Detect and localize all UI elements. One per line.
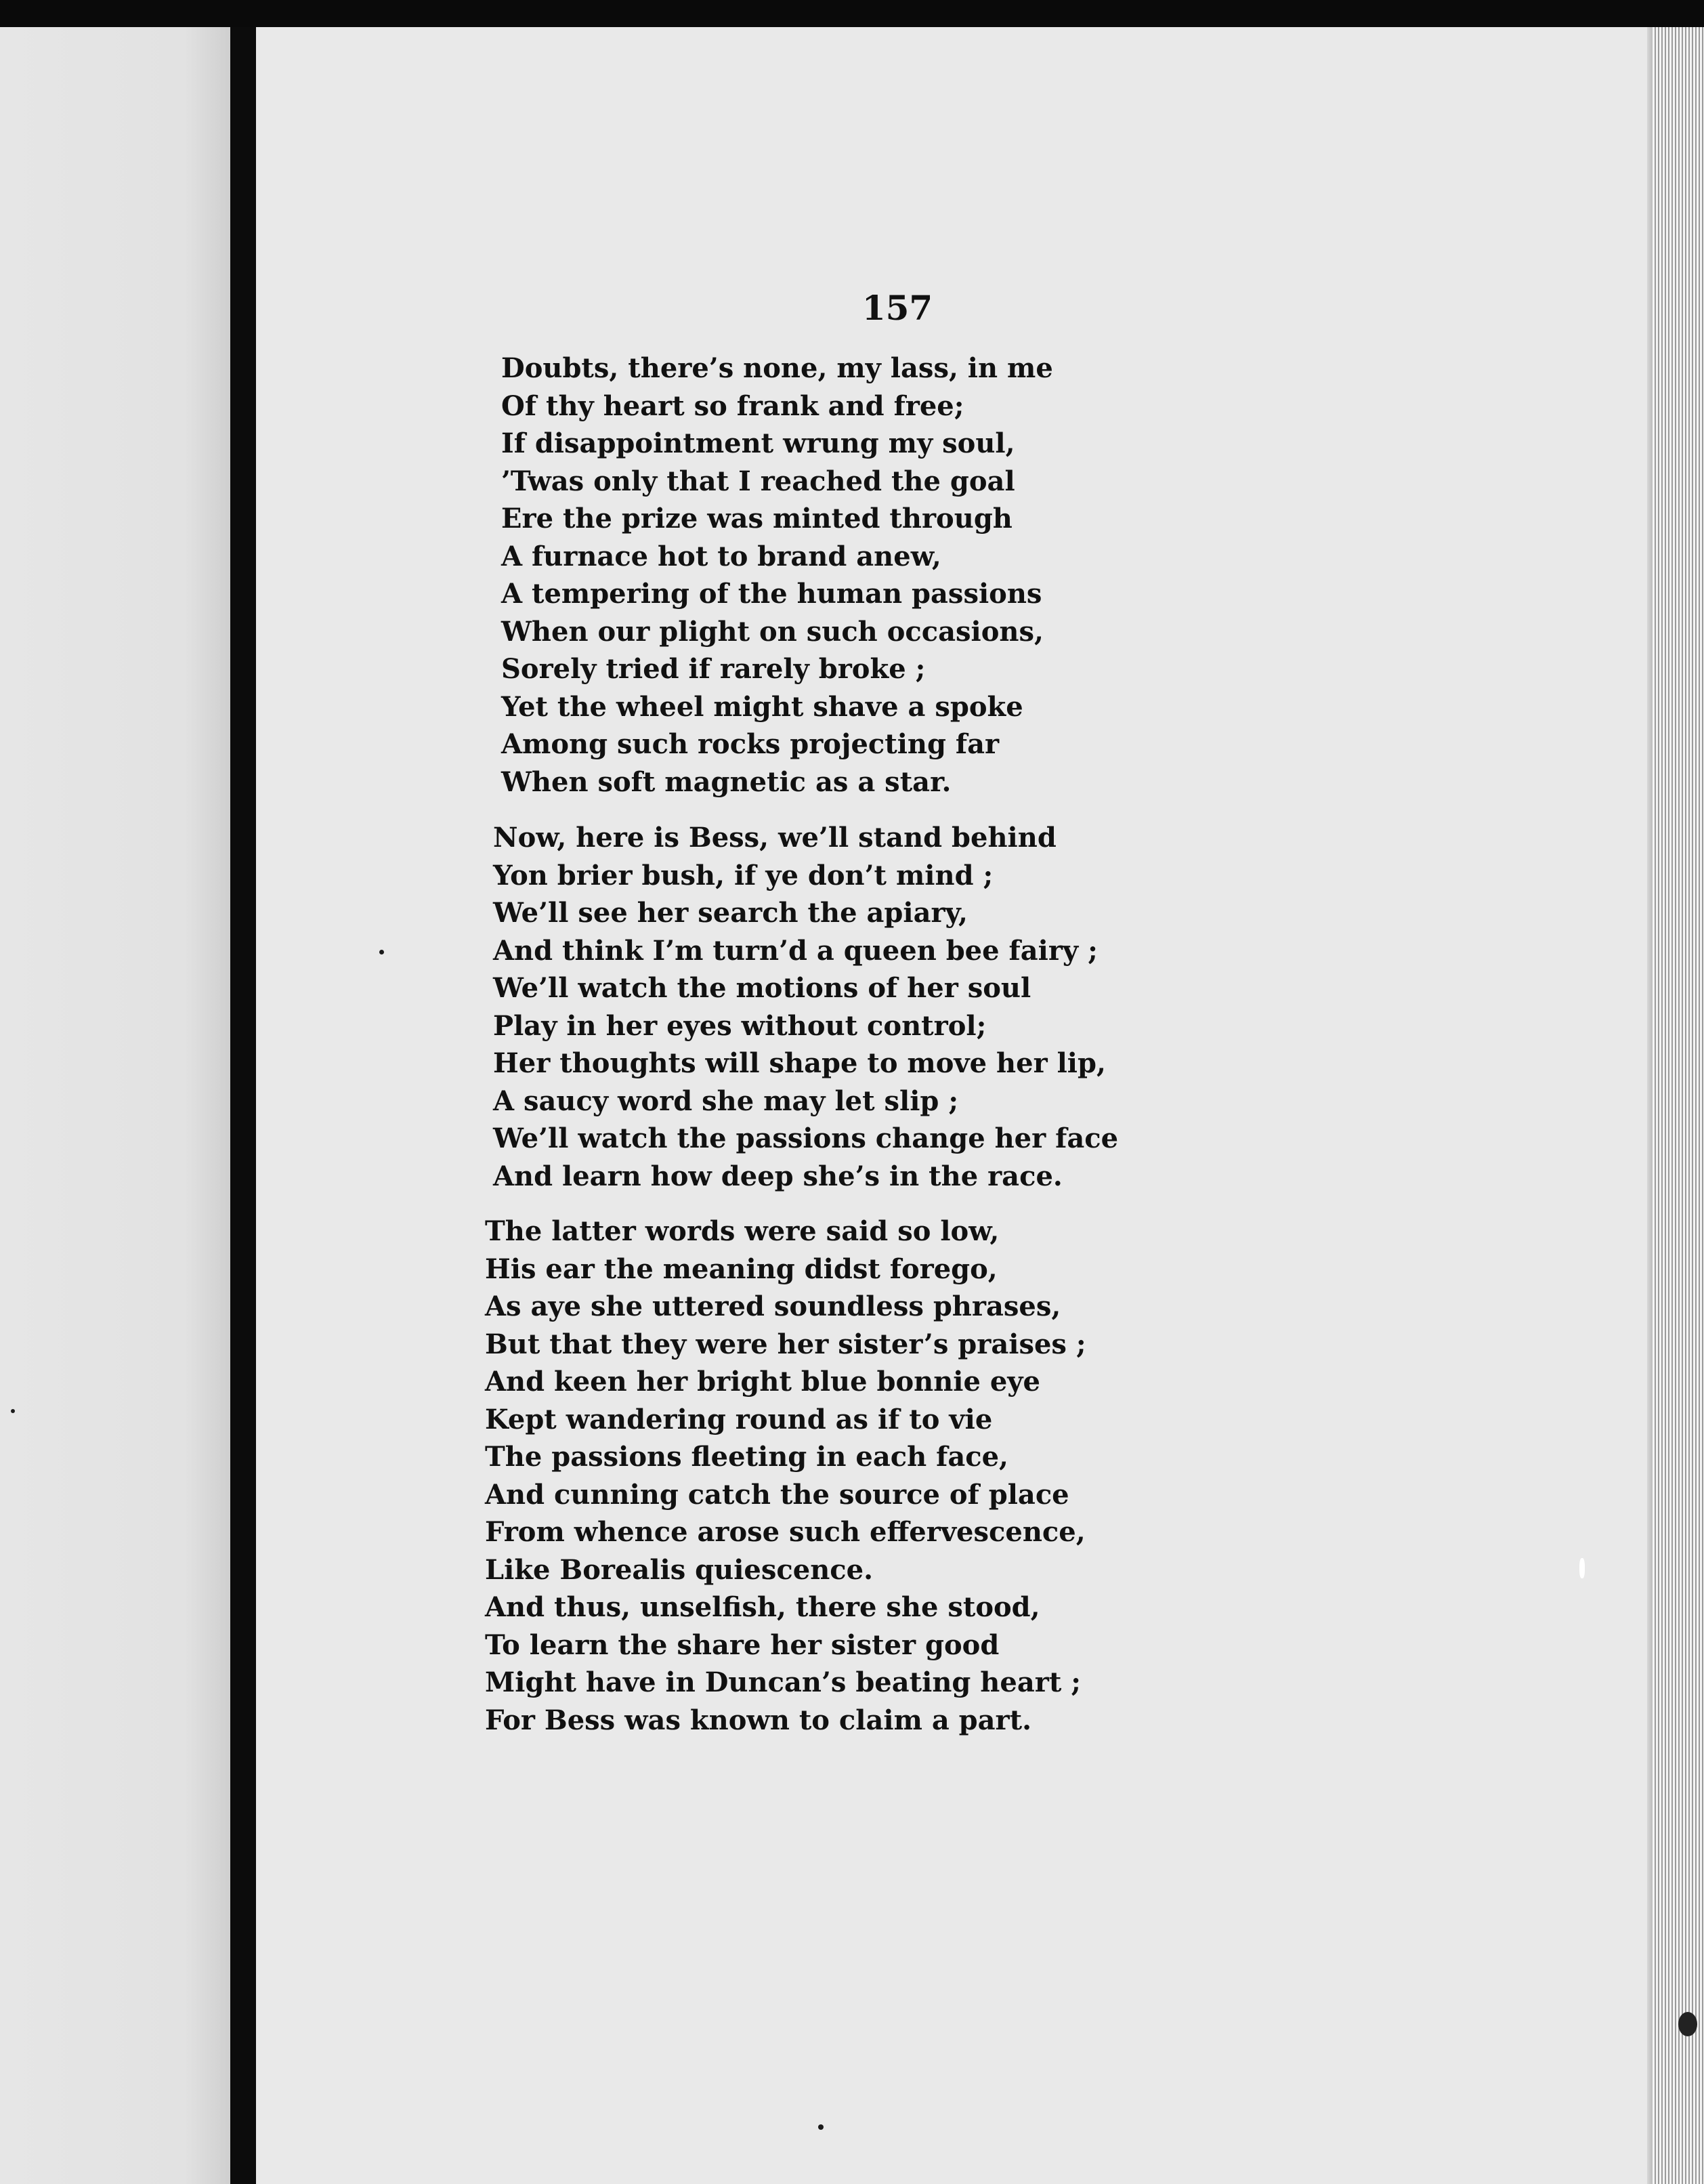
poem-stanza (485, 1213, 1086, 1739)
page-number: 157 (861, 288, 933, 328)
poem-line: A saucy word she may let slip ; (493, 1085, 959, 1117)
poem-line: And learn how deep she’s in the race. (493, 1160, 1063, 1192)
poem-line: Among such rocks projecting far (501, 728, 1000, 760)
poem-line: When our plight on such occasions, (501, 615, 1044, 648)
poem-line: A tempering of the human passions (501, 578, 1042, 610)
page-edges-stack (1653, 27, 1704, 2184)
poem-line: Ere the prize was minted through (501, 503, 1013, 534)
poem-line: If disappointment wrung my soul, (501, 427, 1015, 459)
scan-speck (1579, 1558, 1585, 1578)
poem-line: A furnace hot to brand anew, (501, 540, 941, 572)
poem-line: Her thoughts will shape to move her lip, (493, 1047, 1106, 1079)
poem-line: The latter words were said so low, (485, 1215, 1000, 1247)
poem-line: Kept wandering round as if to vie (485, 1403, 993, 1435)
poem-line: Yon brier bush, if ye don’t mind ; (493, 859, 994, 891)
scan-speck (379, 950, 384, 954)
poem-line: From whence arose such effervescence, (485, 1516, 1086, 1548)
poem-line: And keen her bright blue bonnie eye (485, 1366, 1040, 1398)
poem-line: For Bess was known to claim a part. (485, 1704, 1032, 1736)
poem-line: His ear the meaning didst forego, (485, 1253, 998, 1285)
poem-line: As aye she uttered soundless phrases, (485, 1290, 1061, 1322)
poem-line: Might have in Duncan’s beating heart ; (485, 1666, 1081, 1698)
poem-line: We’ll see her search the apiary, (493, 897, 968, 929)
poem-line: Like Borealis quiescence. (485, 1553, 874, 1586)
left-page-edge (0, 27, 230, 2184)
poem-line: Sorely tried if rarely broke ; (501, 653, 926, 685)
poem-line: Of thy heart so frank and free; (501, 390, 964, 422)
poem-line: And thus, unselfish, there she stood, (485, 1591, 1040, 1623)
poem-line: Now, here is Bess, we’ll stand behind (493, 822, 1057, 854)
page-edge-mark (1678, 2012, 1697, 2036)
poem-line: Doubts, there’s none, my lass, in me (501, 352, 1053, 384)
poem-line: We’ll watch the passions change her face (493, 1122, 1119, 1154)
scan-speck (818, 2124, 824, 2130)
poem-stanza (501, 350, 1053, 801)
poem-line: We’ll watch the motions of her soul (493, 972, 1031, 1004)
poem-line: When soft magnetic as a star. (501, 765, 952, 798)
poem-line: And cunning catch the source of place (485, 1478, 1069, 1511)
poem-line: The passions fleeting in each face, (485, 1441, 1008, 1473)
poem-line: But that they were her sister’s praises ; (485, 1328, 1086, 1360)
poem-line: ’Twas only that I reached the goal (501, 465, 1015, 497)
scan-speck (11, 1409, 15, 1413)
poem-line: To learn the share her sister good (485, 1629, 1000, 1661)
poem-line: Yet the wheel might shave a spoke (501, 690, 1023, 723)
poem-line: Play in her eyes without control; (493, 1009, 987, 1042)
poem-stanza (493, 819, 1118, 1195)
poem-line: And think I’m turn’d a queen bee fairy ; (493, 934, 1098, 967)
book-gutter (230, 27, 256, 2184)
